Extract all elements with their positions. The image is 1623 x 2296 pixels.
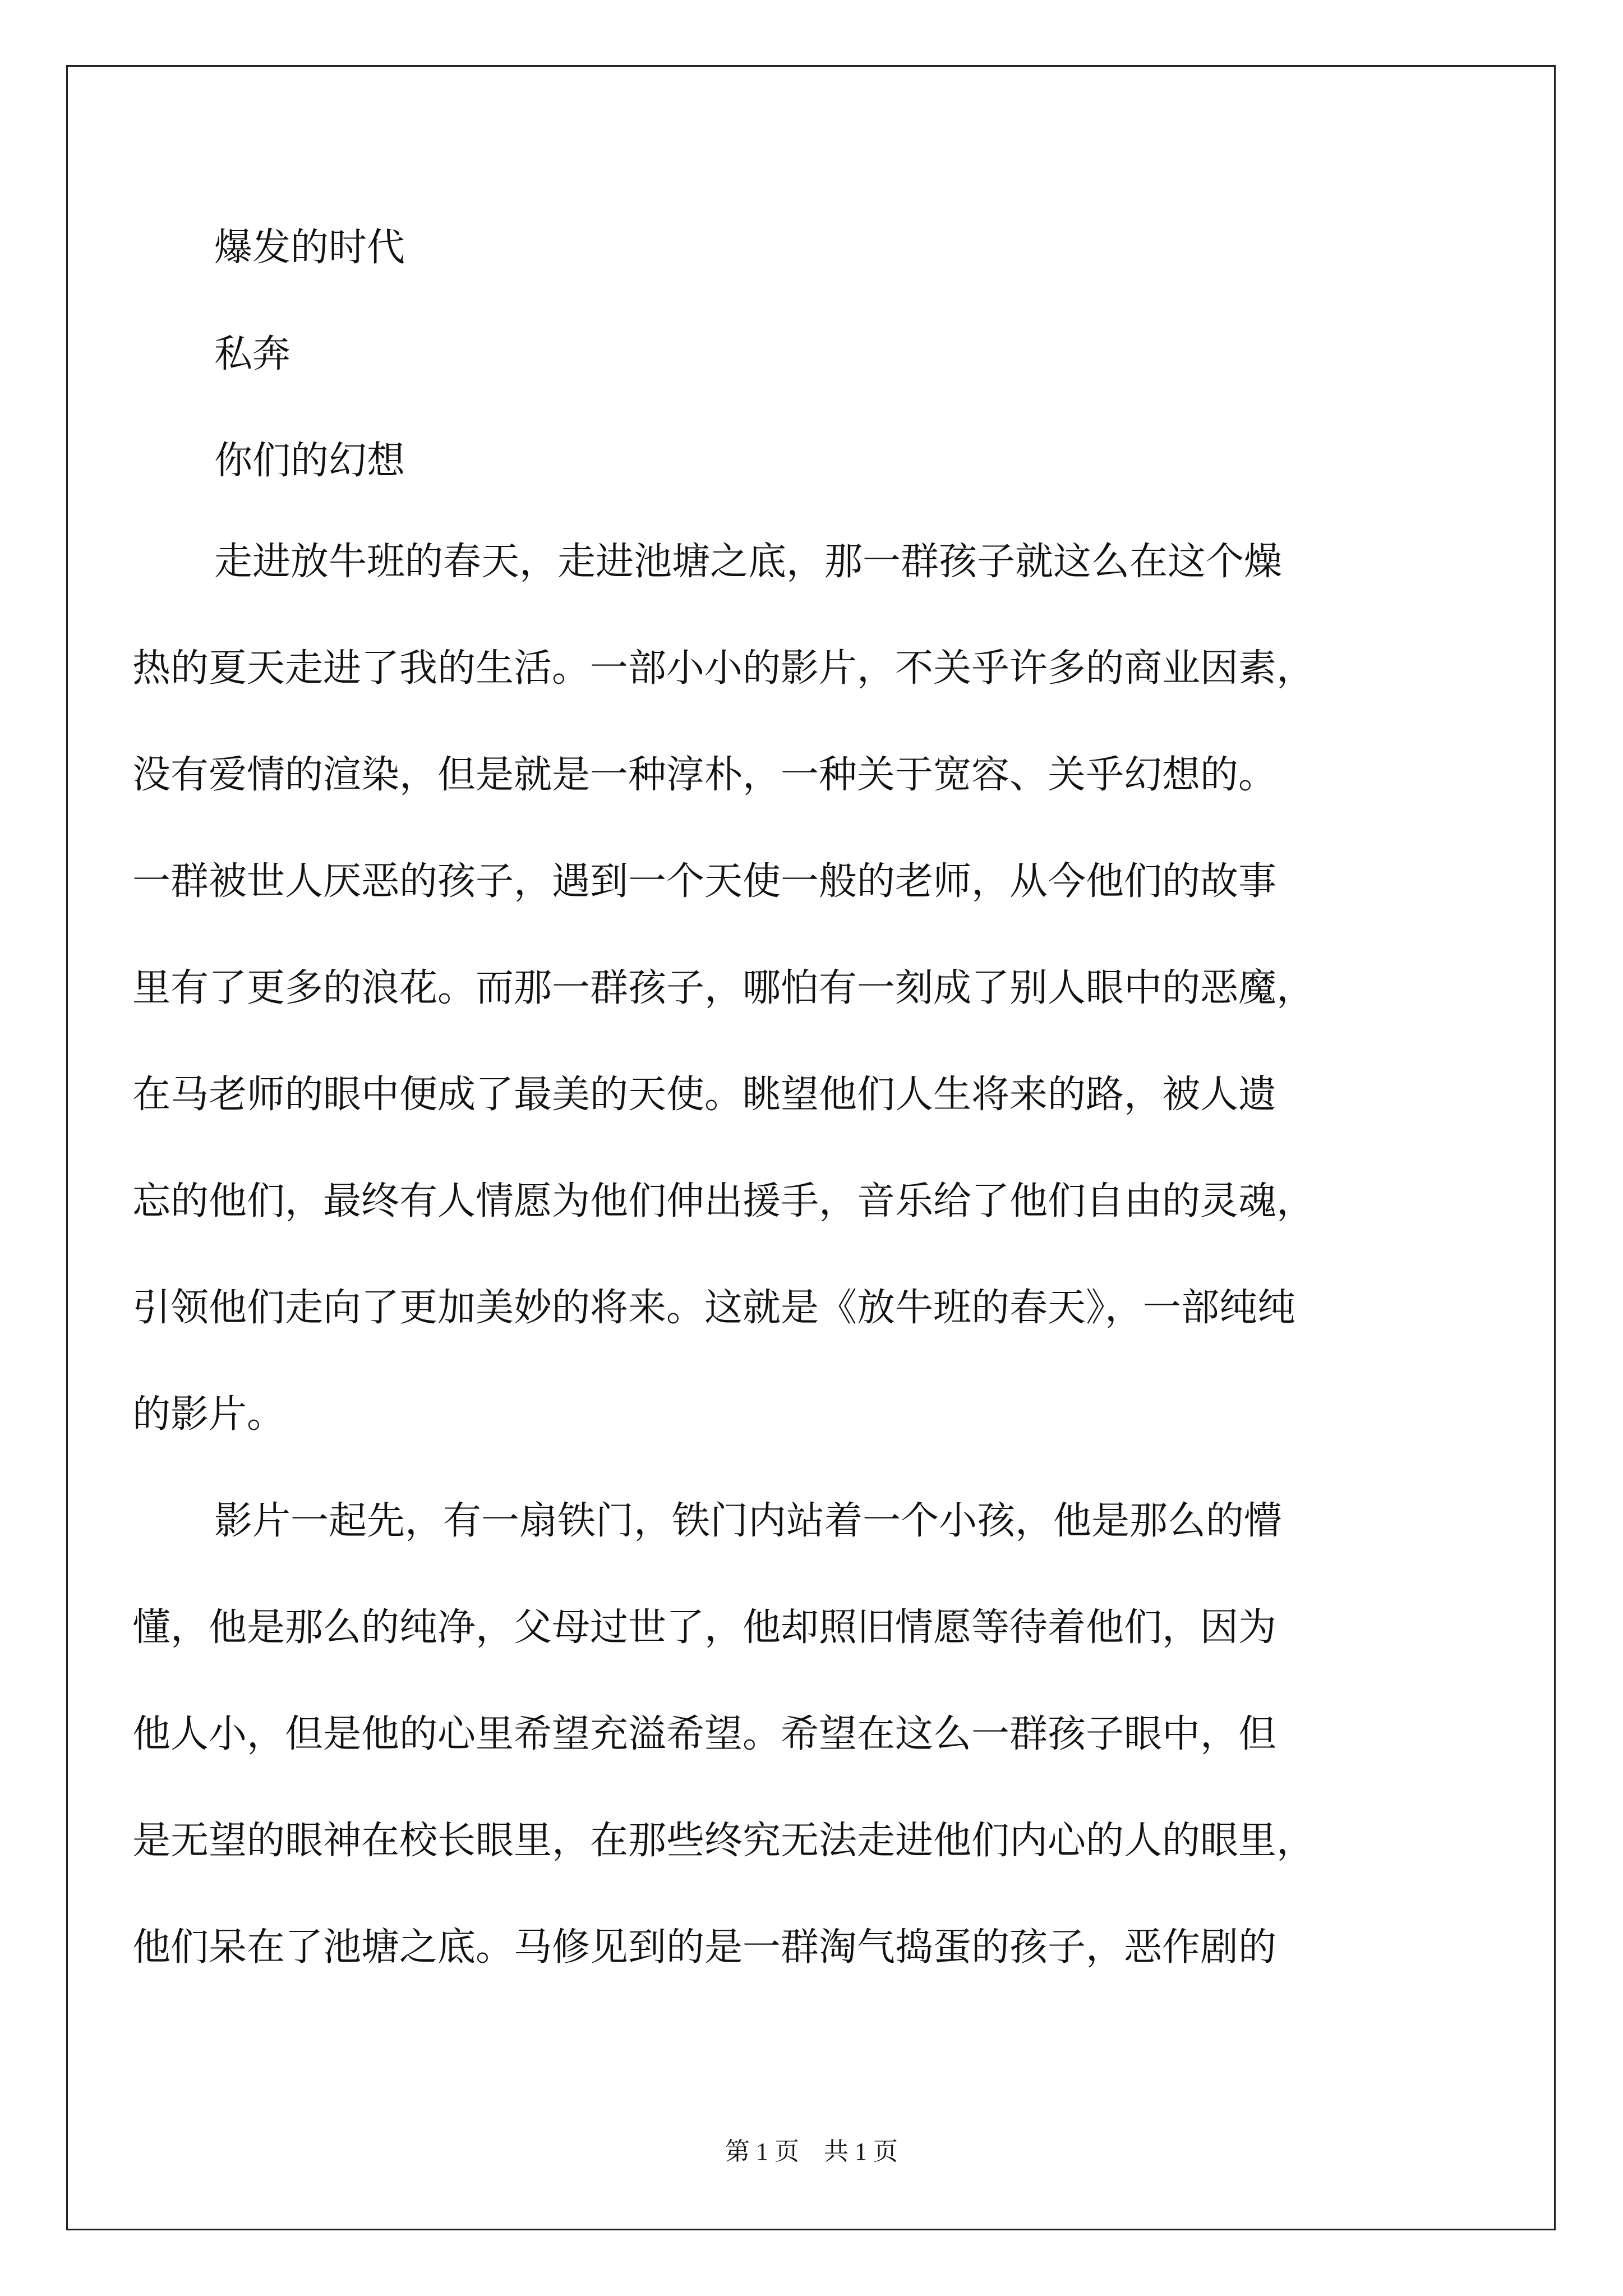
- paragraph-2-line: 懂，他是那么的纯净，父母过世了，他却照旧情愿等待着他们，因为: [132, 1605, 1277, 1650]
- document-body: [132, 220, 1456, 2026]
- paragraph-2: [132, 1493, 1456, 2026]
- paragraph-1-line: 里有了更多的浪花。而那一群孩子，哪怕有一刻成了别人眼中的恶魔，: [132, 966, 1315, 1010]
- paragraph-1-line: 走进放牛班的春天，走进池塘之底，那一群孩子就这么在这个燥: [214, 540, 1283, 584]
- heading-line-3: 你们的幻想: [214, 439, 405, 483]
- paragraph-2-line: 影片一起先，有一扇铁门，铁门内站着一个小孩，他是那么的懵: [214, 1499, 1283, 1543]
- paragraph-2-line: 他们呆在了池塘之底。马修见到的是一群淘气捣蛋的孩子，恶作剧的: [132, 1925, 1277, 1970]
- paragraph-2-line: 是无望的眼神在校长眼里，在那些终究无法走进他们内心的人的眼里，: [132, 1819, 1315, 1863]
- paragraph-1-line: 一群被世人厌恶的孩子，遇到一个天使一般的老师，从今他们的故事: [132, 859, 1277, 904]
- heading-line-1: 爆发的时代: [214, 226, 405, 270]
- paragraph-1: [132, 534, 1456, 1493]
- paragraph-1-line: 在马老师的眼中便成了最美的天使。眺望他们人生将来的路，被人遗: [132, 1073, 1277, 1117]
- paragraph-1-line: 热的夏天走进了我的生活。一部小小的影片，不关乎许多的商业因素，: [132, 646, 1315, 691]
- paragraph-2-line: 他人小，但是他的心里希望充溢希望。希望在这么一群孩子眼中，但: [132, 1712, 1277, 1756]
- page-footer: 第 1 页 共 1 页: [725, 2138, 898, 2165]
- paragraph-1-line: 引领他们走向了更加美妙的将来。这就是《放牛班的春天》，一部纯纯: [132, 1286, 1296, 1330]
- paragraph-1-line: 忘的他们，最终有人情愿为他们伸出援手，音乐给了他们自由的灵魂，: [132, 1179, 1315, 1223]
- heading-line-2: 私奔: [214, 332, 291, 376]
- paragraph-1-line: 的影片。: [132, 1392, 285, 1437]
- paragraph-1-line: 没有爱情的渲染，但是就是一种淳朴，一种关于宽容、关乎幻想的。: [132, 753, 1277, 797]
